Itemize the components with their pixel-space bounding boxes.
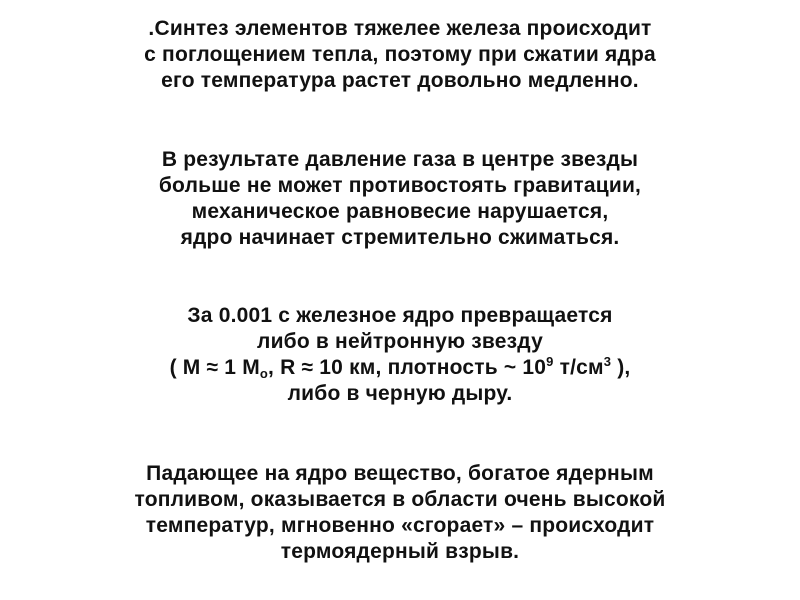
text-line: температур, мгновенно «сгорает» – происходит (145, 514, 655, 537)
text-line: либо в нейтронную звезду (257, 330, 543, 353)
text-line: его температура растет довольно медленно. (161, 69, 639, 92)
text-line: .Синтез элементов тяжелее железа происходит (148, 17, 652, 40)
exponent-3: 3 (603, 354, 612, 369)
paragraph-neutron-star (0, 303, 800, 407)
formula-line (0, 355, 800, 381)
paragraph-core-collapse (0, 147, 800, 251)
text-line: с поглощением тепла, поэтому при сжатии ядра (144, 43, 656, 66)
text-line: ядро начинает стремительно сжиматься. (180, 226, 620, 249)
formula-unit-text: т/см (553, 356, 604, 379)
exponent-9: 9 (546, 354, 554, 369)
sun-subscript: o (259, 366, 269, 381)
text-line: Падающее на ядро вещество, богатое ядерным (146, 462, 654, 485)
paragraph-thermonuclear-explosion (0, 461, 800, 565)
paragraph-fusion-heat (0, 16, 800, 94)
text-line: За 0.001 с железное ядро превращается (187, 304, 613, 327)
text-line: либо в черную дыру. (287, 382, 513, 405)
formula-mass-text: ( M ≈ 1 M (169, 356, 260, 379)
formula-radius-density-text: , R ≈ 10 км, плотность ~ 10 (268, 356, 547, 379)
text-line: термоядерный взрыв. (280, 540, 520, 563)
text-line: В результате давление газа в центре звезды (161, 148, 639, 171)
text-line: механическое равновесие нарушается, (191, 200, 609, 223)
text-line: больше не может противостоять гравитации, (158, 174, 642, 197)
formula-end-text: ), (611, 356, 631, 379)
text-line: топливом, оказывается в области очень высокой (134, 488, 666, 511)
